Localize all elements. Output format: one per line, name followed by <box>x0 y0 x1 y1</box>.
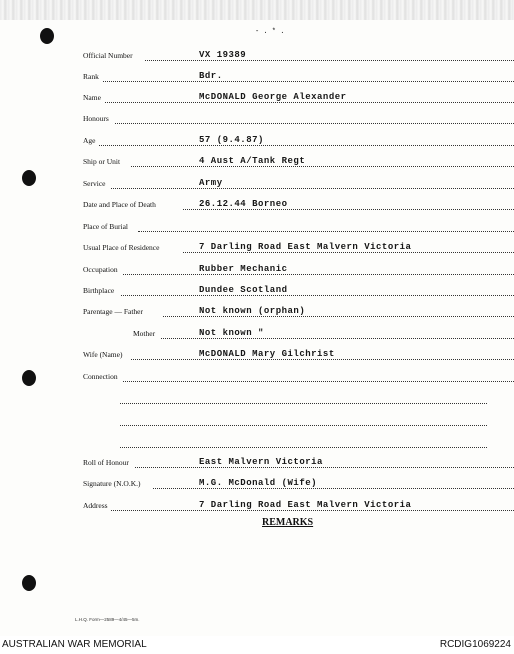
footer-bar <box>0 636 514 654</box>
value-name: McDONALD George Alexander <box>199 92 347 102</box>
label-service: Service <box>83 179 106 188</box>
value-address: 7 Darling Road East Malvern Victoria <box>199 500 412 510</box>
remarks-heading: REMARKS <box>262 517 314 528</box>
value-official-number: VX 19389 <box>199 50 247 60</box>
value-usual-residence: 7 Darling Road East Malvern Victoria <box>199 242 412 252</box>
value-age: 57 (9.4.87) <box>199 135 264 145</box>
label-parentage-father: Parentage — Father <box>83 307 143 316</box>
connection-line-2 <box>120 402 487 404</box>
label-usual-residence: Usual Place of Residence <box>83 243 160 252</box>
value-wife: McDONALD Mary Gilchrist <box>199 349 335 359</box>
label-address: Address <box>83 501 108 510</box>
page-top-edge <box>0 0 514 20</box>
value-rank: Bdr. <box>199 71 223 81</box>
value-parentage-father: Not known (orphan) <box>199 306 306 316</box>
punch-hole-middle <box>22 370 36 386</box>
label-wife: Wife (Name) <box>83 350 123 359</box>
value-signature: M.G. McDonald (Wife) <box>199 478 318 488</box>
footer-institution: AUSTRALIAN WAR MEMORIAL <box>2 639 147 650</box>
label-rank: Rank <box>83 72 99 81</box>
value-roll-of-honour: East Malvern Victoria <box>199 457 323 467</box>
label-place-of-burial: Place of Burial <box>83 222 128 231</box>
label-signature: Signature (N.O.K.) <box>83 479 141 488</box>
label-age: Age <box>83 136 96 145</box>
label-name: Name <box>83 93 101 102</box>
label-occupation: Occupation <box>83 265 118 274</box>
punch-hole-top <box>40 28 54 44</box>
top-mark: - . * . <box>255 28 285 36</box>
label-birthplace: Birthplace <box>83 286 115 295</box>
label-official-number: Official Number <box>83 51 133 60</box>
label-ship-or-unit: Ship or Unit <box>83 157 121 166</box>
connection-line-4 <box>120 446 487 448</box>
label-date-place-of-death: Date and Place of Death <box>83 200 156 209</box>
value-date-place-of-death: 26.12.44 Borneo <box>199 199 288 209</box>
label-roll-of-honour: Roll of Honour <box>83 458 129 467</box>
printer-line: L.H.Q. Form—2589—4/45—5m. <box>75 617 140 622</box>
label-parentage-mother: Mother <box>133 329 156 338</box>
footer-reference-id: RCDIG1069224 <box>439 639 511 650</box>
value-occupation: Rubber Mechanic <box>199 264 288 274</box>
punch-hole-upper <box>22 170 36 186</box>
value-parentage-mother: Not known " <box>199 328 264 338</box>
value-ship-or-unit: 4 Aust A/Tank Regt <box>199 156 306 166</box>
connection-line-3 <box>120 424 487 426</box>
label-connection: Connection <box>83 372 118 381</box>
value-service: Army <box>199 178 223 188</box>
value-birthplace: Dundee Scotland <box>199 285 288 295</box>
label-honours: Honours <box>83 114 109 123</box>
punch-hole-lower <box>22 575 36 591</box>
